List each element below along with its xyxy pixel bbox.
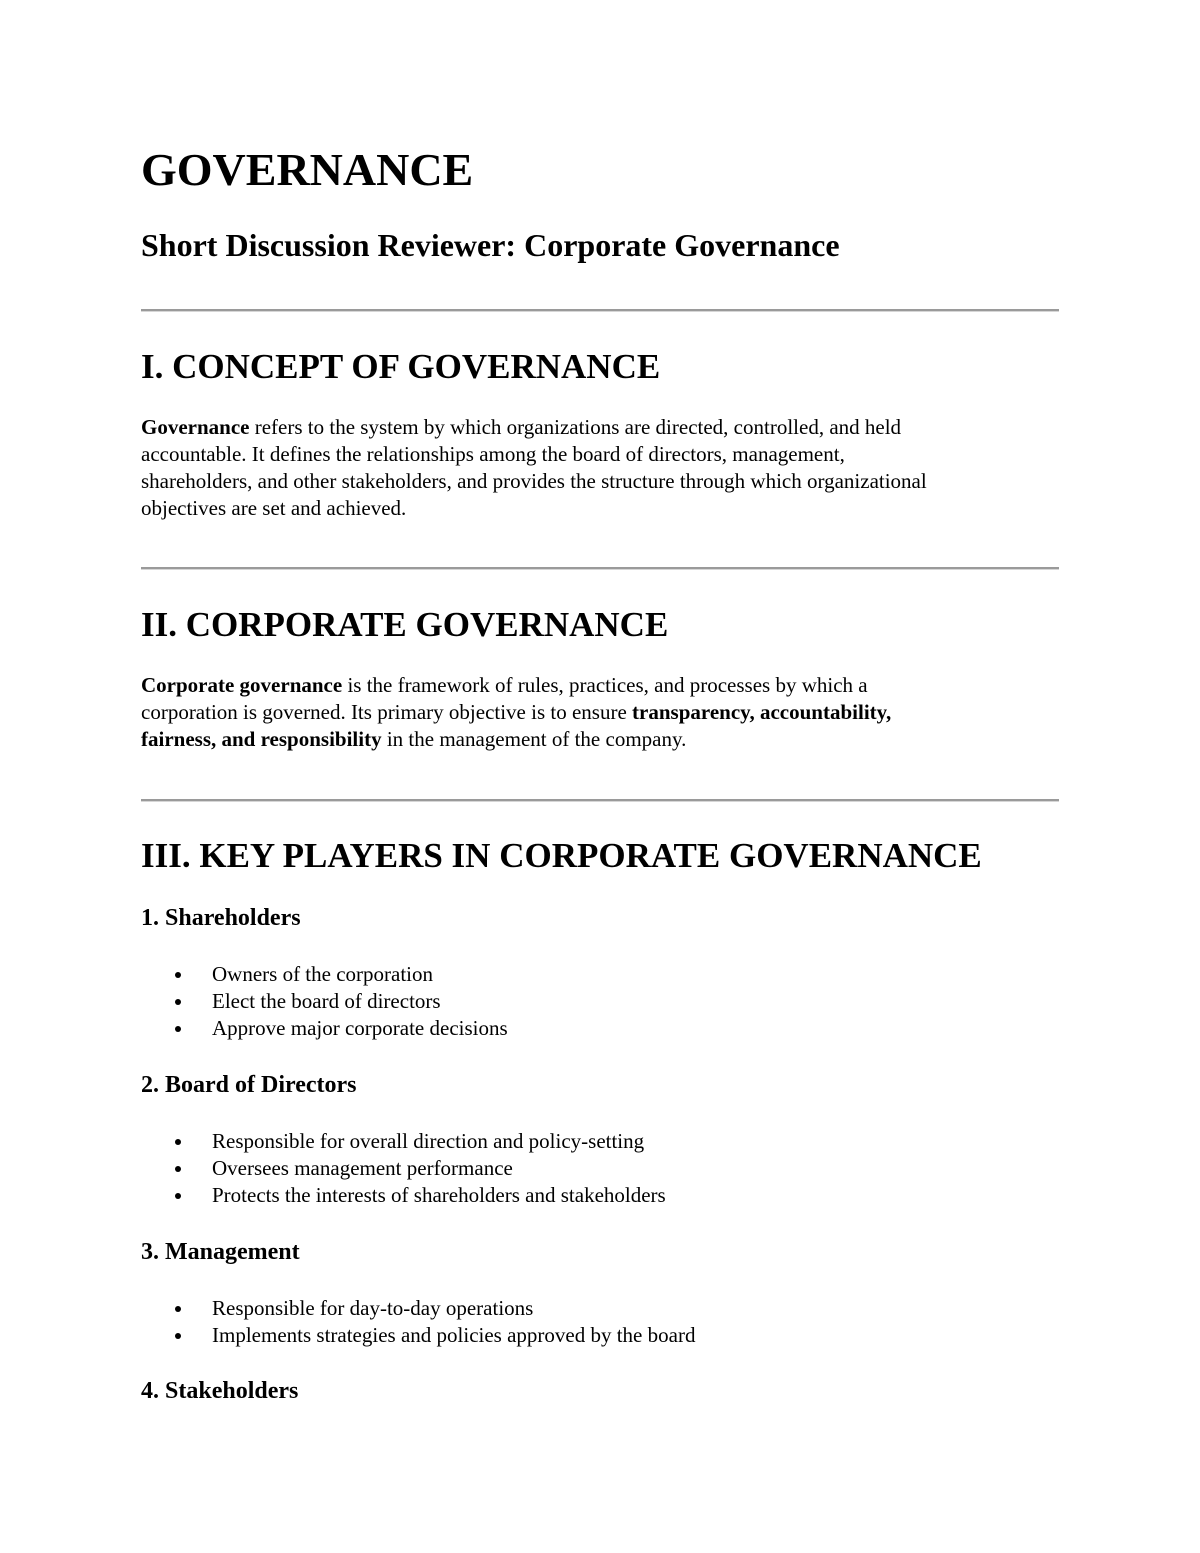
document-title: GOVERNANCE bbox=[141, 144, 474, 195]
document-subtitle: Short Discussion Reviewer: Corporate Governance bbox=[141, 227, 840, 263]
bullet-icon bbox=[175, 1139, 181, 1145]
list-item-text: Responsible for day-to-day operations bbox=[212, 1296, 534, 1320]
section2-line2: corporation is governed. Its primary objective is to ensure bbox=[141, 700, 633, 724]
board-list bbox=[141, 1128, 666, 1209]
list-item-text: Responsible for overall direction and policy-setting bbox=[212, 1129, 645, 1153]
section1-heading: I. CONCEPT OF GOVERNANCE bbox=[141, 347, 661, 386]
section1-line3: shareholders, and other stakeholders, and provides the structure through which organizational bbox=[141, 469, 927, 493]
section2-line3-emphasis: fairness, and responsibility bbox=[141, 727, 382, 751]
list-item-text: Oversees management performance bbox=[212, 1156, 513, 1180]
list-item bbox=[141, 1128, 666, 1155]
section2-line3: in the management of the company. bbox=[381, 727, 687, 751]
list-item-text: Protects the interests of shareholders and stakeholders bbox=[212, 1183, 666, 1207]
bullet-icon bbox=[175, 1333, 181, 1339]
section1-line4: objectives are set and achieved. bbox=[141, 496, 407, 520]
section1-paragraph bbox=[141, 414, 1041, 522]
player-heading-stakeholders: 4. Stakeholders bbox=[141, 1378, 299, 1404]
shareholders-list bbox=[141, 961, 508, 1042]
section1-line1: refers to the system by which organizations are directed, controlled, and held bbox=[249, 415, 902, 439]
player-heading-board: 2. Board of Directors bbox=[141, 1072, 357, 1098]
section-divider bbox=[141, 567, 1059, 570]
management-list bbox=[141, 1295, 695, 1349]
bullet-icon bbox=[175, 1306, 181, 1312]
player-heading-management: 3. Management bbox=[141, 1239, 300, 1265]
bullet-icon bbox=[175, 1193, 181, 1199]
list-item bbox=[141, 988, 508, 1015]
list-item bbox=[141, 1155, 666, 1182]
list-item bbox=[141, 961, 508, 988]
section-divider bbox=[141, 309, 1059, 312]
section1-term: Governance bbox=[141, 415, 250, 439]
list-item-text: Implements strategies and policies approved by the board bbox=[212, 1323, 696, 1347]
list-item bbox=[141, 1295, 695, 1322]
section1-line2: accountable. It defines the relationships among the board of directors, management, bbox=[141, 442, 845, 466]
list-item bbox=[141, 1182, 666, 1209]
section2-paragraph bbox=[141, 672, 1041, 753]
section2-line1: is the framework of rules, practices, and processes by which a bbox=[342, 673, 868, 697]
bullet-icon bbox=[175, 999, 181, 1005]
section-divider bbox=[141, 799, 1059, 802]
section2-heading: II. CORPORATE GOVERNANCE bbox=[141, 605, 669, 644]
bullet-icon bbox=[175, 1026, 181, 1032]
bullet-icon bbox=[175, 972, 181, 978]
list-item-text: Owners of the corporation bbox=[212, 962, 434, 986]
section3-heading: III. KEY PLAYERS IN CORPORATE GOVERNANCE bbox=[141, 836, 982, 875]
list-item-text: Elect the board of directors bbox=[212, 989, 441, 1013]
section2-line2-emphasis: transparency, accountability, bbox=[632, 700, 892, 724]
list-item-text: Approve major corporate decisions bbox=[212, 1016, 508, 1040]
list-item bbox=[141, 1322, 695, 1349]
player-heading-shareholders: 1. Shareholders bbox=[141, 905, 301, 931]
list-item bbox=[141, 1015, 508, 1042]
section2-term: Corporate governance bbox=[141, 673, 343, 697]
bullet-icon bbox=[175, 1166, 181, 1172]
